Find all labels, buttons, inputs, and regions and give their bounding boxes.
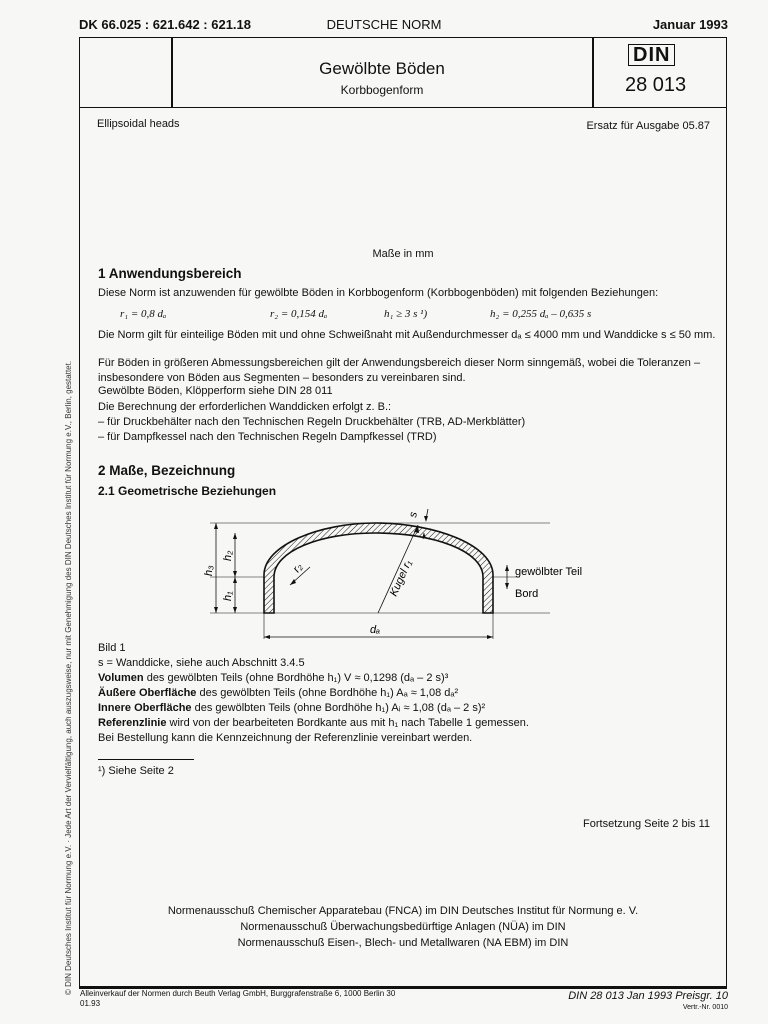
- section-1-paragraph-3: Gewölbte Böden, Klöpperform siehe DIN 28 011: [98, 385, 333, 397]
- copyright-margin-note: © DIN Deutsches Institut für Normung e.V. · Jede Art der Vervielfältigung, auch auszugsweise, nur mit Genehmigung des DIN Deutsches Institut für Normung e.V., Berlin, gestattet.: [64, 360, 73, 995]
- formula-h2: h₂ = 0,255 dₐ – 0,635 s: [490, 308, 592, 320]
- document-title: Gewölbte Böden: [319, 59, 445, 78]
- section-1-paragraph-4: Die Berechnung der erforderlichen Wanddicken erfolgt z. B.:: [98, 401, 392, 413]
- label-dome-part: gewölbter Teil: [515, 566, 583, 578]
- ordering-note: Bei Bestellung kann die Kennzeichnung der Referenzlinie vereinbart werden.: [98, 732, 473, 744]
- footer-publisher: Alleinverkauf der Normen durch Beuth Verlag GmbH, Burggrafenstraße 6, 1000 Berlin 30 01.93: [80, 989, 396, 1008]
- title-divider-right: [592, 37, 594, 108]
- din-number: 28 013: [625, 74, 687, 96]
- document-subtitle: Korbbogenform: [340, 83, 424, 97]
- section-2-heading: 2 Maße, Bezeichnung: [98, 463, 236, 478]
- label-flange: Bord: [515, 588, 539, 600]
- reference-line-note: Referenzlinie wird von der bearbeiteten Bordkante aus mit h₁ nach Tabelle 1 gemessen.: [98, 717, 529, 729]
- formula-h1: h₁ ≥ 3 s ¹): [384, 308, 428, 320]
- din-logo: DIN: [628, 44, 675, 66]
- label-r2: r₂: [290, 561, 305, 575]
- section-1-bullet-1: – für Druckbehälter nach den Technischen Regeln Druckbehälter (TRB, AD-Merkblätter): [98, 416, 526, 428]
- section-1-paragraph-1: Die Norm gilt für einteilige Böden mit und ohne Schweißnaht mit Außendurchmesser dₐ ≤ 4000 mm und Wanddicke s ≤ 50 mm.: [98, 329, 716, 341]
- section-2-1-heading: 2.1 Geometrische Beziehungen: [98, 484, 277, 498]
- section-1-bullet-2: – für Dampfkessel nach den Technischen Regeln Dampfkessel (TRD): [98, 431, 437, 443]
- section-1-heading: 1 Anwendungsbereich: [98, 266, 242, 281]
- footer-din-ref: DIN 28 013 Jan 1993 Preisgr. 10: [568, 990, 728, 1002]
- norm-label: DEUTSCHE NORM: [326, 17, 442, 32]
- figure-caption: Bild 1: [98, 642, 126, 654]
- outer-surface-formula: Äußere Oberfläche des gewölbten Teils (ohne Bordhöhe h₁) Aₐ ≈ 1,08 dₐ²: [98, 687, 459, 699]
- english-title: Ellipsoidal heads: [97, 118, 180, 130]
- continuation-note: Fortsetzung Seite 2 bis 11: [583, 818, 710, 830]
- dk-classification: DK 66.025 : 621.642 : 621.18: [79, 17, 252, 32]
- label-h3: h₃: [203, 565, 215, 576]
- section-1-intro: Diese Norm ist anzuwenden für gewölbte Böden in Korbbogenform (Korbbogenböden) mit folgenden Beziehungen:: [98, 287, 659, 299]
- label-h1: h₁: [222, 591, 234, 601]
- wall-thickness-note: s = Wanddicke, siehe auch Abschnitt 3.4.5: [98, 657, 305, 669]
- formula-r2: r₂ = 0,154 dₐ: [270, 308, 328, 320]
- inner-surface-formula: Innere Oberfläche des gewölbten Teils (ohne Bordhöhe h₁) Aᵢ ≈ 1,08 (dₐ – 2 s)²: [98, 702, 486, 714]
- committee-list: [0, 903, 768, 951]
- label-da: dₐ: [370, 624, 381, 636]
- label-s: s: [407, 511, 420, 519]
- footnote: ¹) Siehe Seite 2: [98, 765, 174, 777]
- units-note: Maße in mm: [372, 248, 434, 260]
- committee-line-3: Normenausschuß Eisen-, Blech- und Metallwaren (NA EBM) im DIN: [237, 937, 569, 949]
- volume-formula: Volumen des gewölbten Teils (ohne Bordhöhe h₁) V ≈ 0,1298 (dₐ – 2 s)³: [98, 672, 449, 684]
- issue-date: Januar 1993: [652, 17, 728, 32]
- committee-line-1: Normenausschuß Chemischer Apparatebau (FNCA) im DIN Deutsches Institut für Normung e. V.: [167, 905, 639, 917]
- formula-r1: r₁ = 0,8 dₐ: [120, 308, 167, 320]
- label-r1: Kugel r₁: [387, 558, 415, 599]
- ellipsoidal-head-drawing: [190, 505, 590, 640]
- footer-vertr: Vertr.-Nr. 0010: [682, 1004, 728, 1011]
- section-1-paragraph-2: Für Böden in größeren Abmessungsbereichen gilt der Anwendungsbereich dieser Norm sinngemäß, wobei die Toleranzen – insbesondere von Böden aus Segmenten – besonders zu vereinbaren sind.: [98, 357, 701, 384]
- footnote-divider: [98, 759, 194, 760]
- replaces-edition: Ersatz für Ausgabe 05.87: [586, 120, 710, 132]
- committee-line-2: Normenausschuß Überwachungsbedürftige Anlagen (NÜA) im DIN: [240, 921, 566, 933]
- label-h2: h₂: [222, 550, 234, 561]
